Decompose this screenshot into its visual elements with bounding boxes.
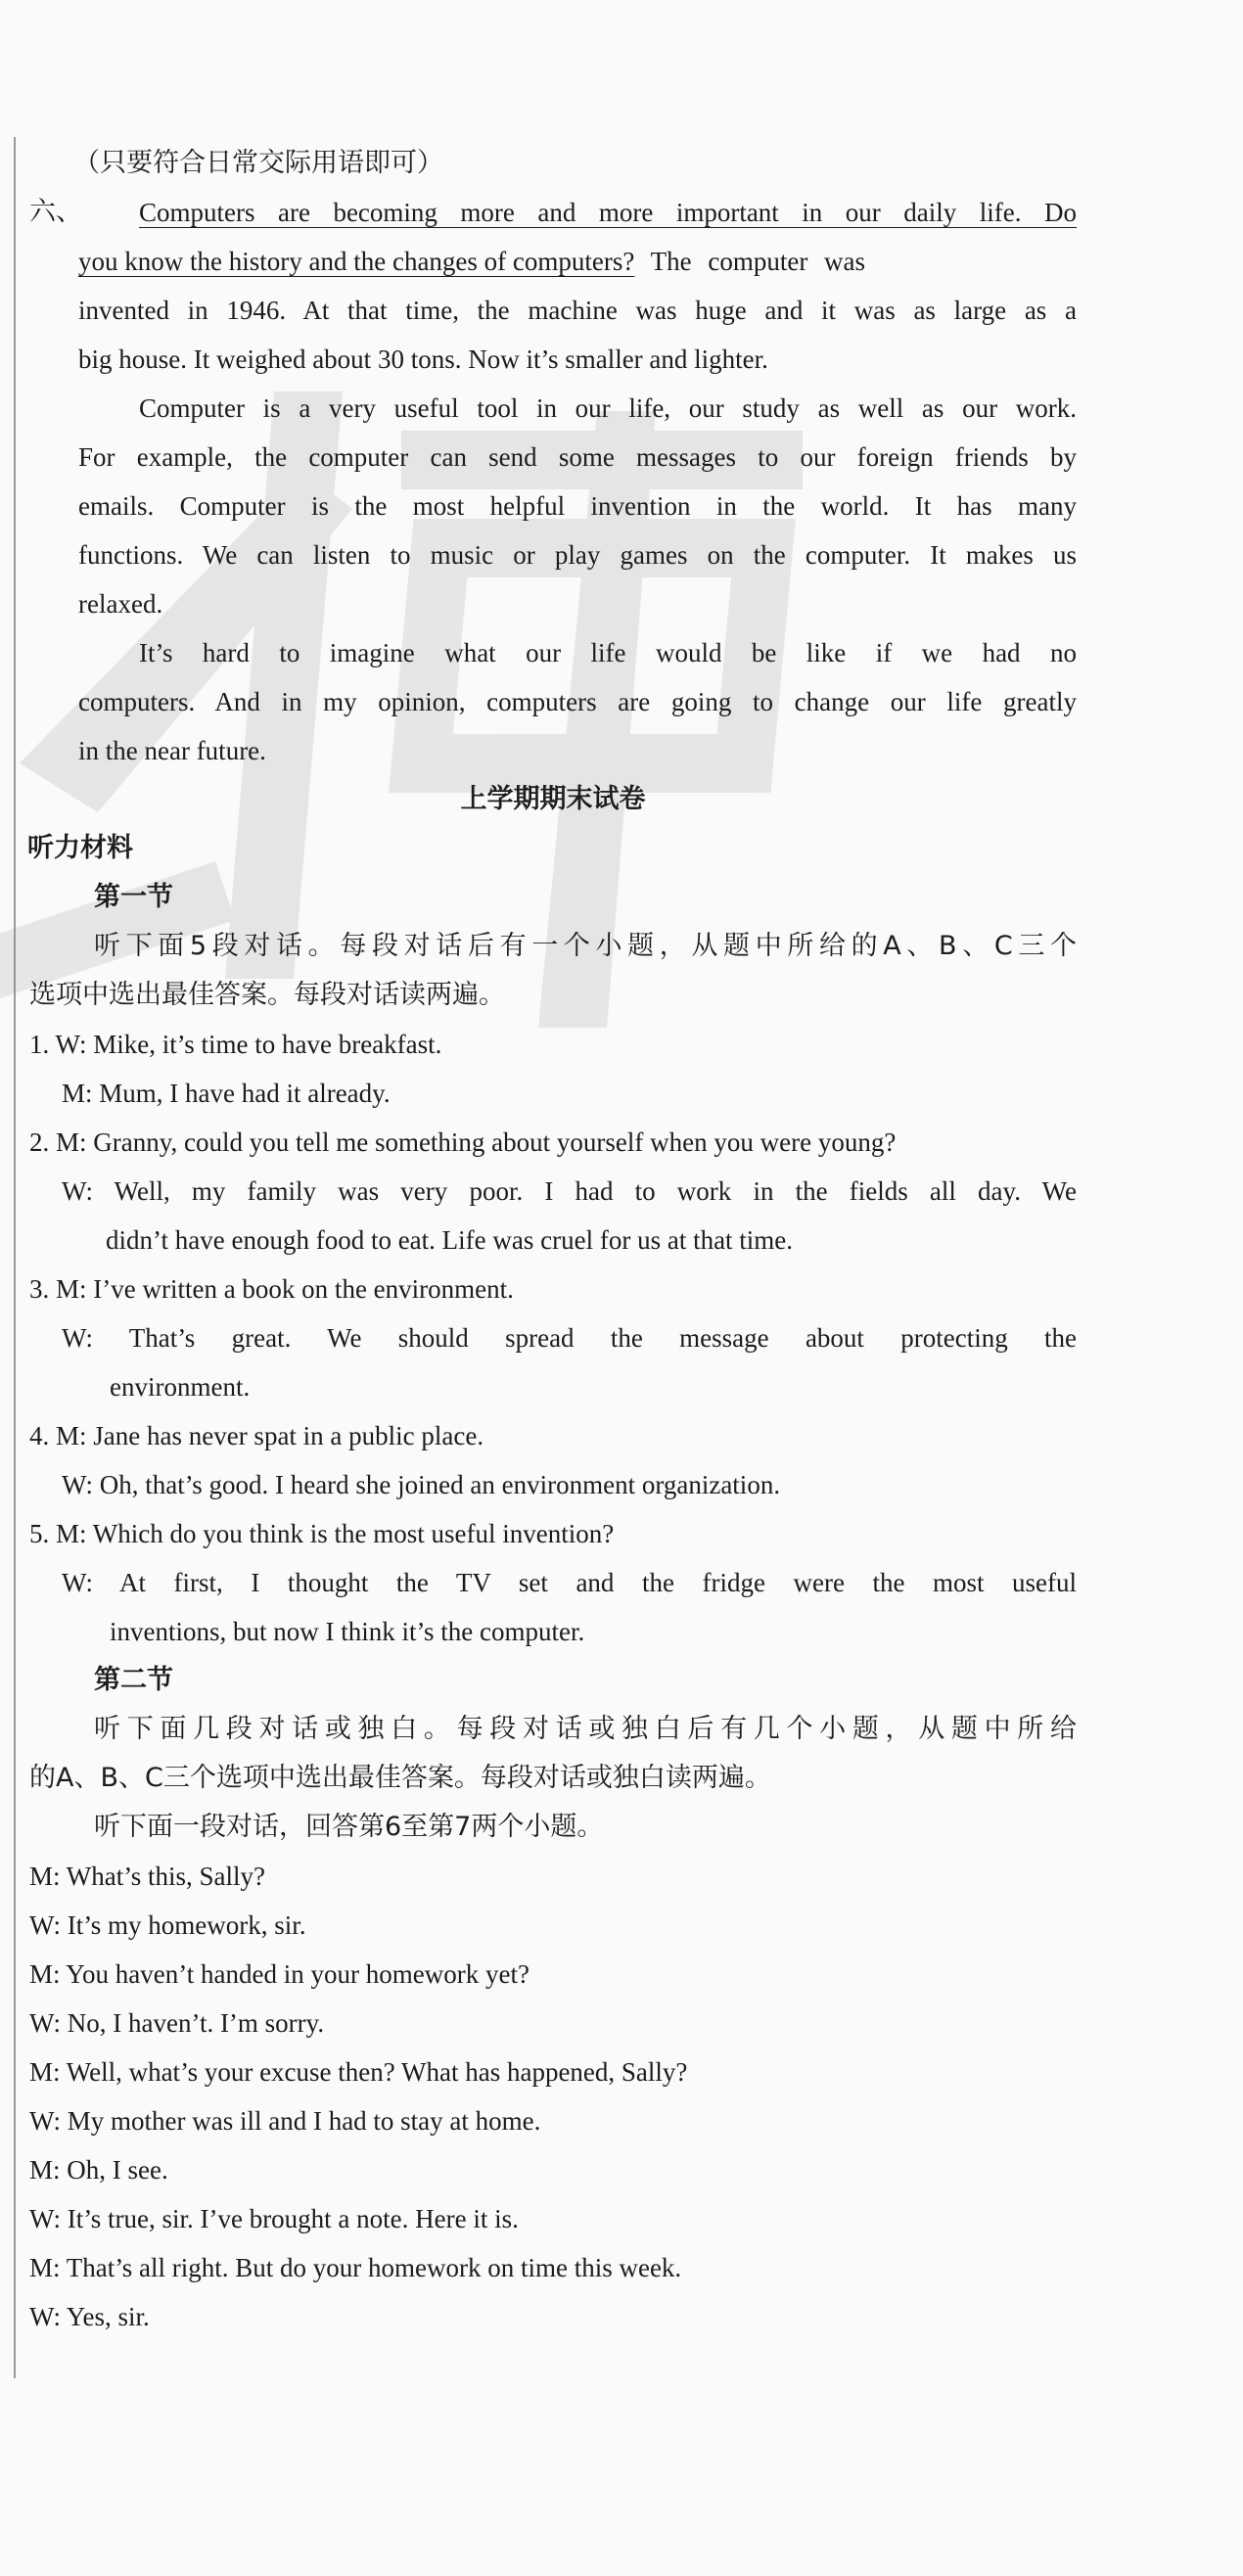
p1-line-2: 2. M: Granny, could you tell me something about yourself when you were young? [29,1127,897,1157]
part1-title: 第一节 [94,882,173,912]
s6-line-3: big house. It weighed about 30 tons. Now it’s smaller and lighter. [78,345,768,374]
s6-line-9: It’s hard to imagine what our life would be like if we had no [139,638,1077,667]
s6-line-8: relaxed. [78,589,163,619]
section-six [29,188,1077,775]
s6-line-1b: The computer was [634,247,866,276]
p1-line-7: environment. [110,1372,251,1402]
p2-line-2: M: You haven’t handed in your homework yet? [29,1959,529,1989]
part2-instr-1: 的A、B、C三个选项中选出最佳答案。每段对话或独白读两遍。 [29,1763,771,1793]
section-six-label: 六、 [29,197,82,227]
part1-instr-1: 选项中选出最佳答案。每段对话读两遍。 [29,980,505,1010]
s6-line-7: functions. We can listen to music or play games on the computer. It makes us [78,540,1077,570]
s6-line-10: computers. And in my opinion, computers are going to change our life greatly [78,687,1077,716]
s6-line-11: in the near future. [78,736,266,765]
p2-line-3: W: No, I haven’t. I’m sorry. [29,2008,325,2038]
p2-line-6: M: Oh, I see. [29,2155,168,2185]
s6-line-0: Computers are becoming more and more important in our daily life. Do [139,198,1077,227]
p1-line-6: W: That’s great. We should spread the message about protecting the [62,1323,1077,1353]
document-content [29,139,1077,2341]
p2-line-4: M: Well, what’s your excuse then? What has happened, Sally? [29,2057,688,2087]
p2-line-5: W: My mother was ill and I had to stay at home. [29,2106,541,2136]
p1-line-12: inventions, but now I think it’s the computer. [110,1617,585,1646]
p2-line-0: M: What’s this, Sally? [29,1862,265,1891]
s6-line-4: Computer is a very useful tool in our life, our study as well as our work. [139,393,1077,423]
s6-line-1a: you know the history and the changes of computers? [78,247,635,276]
part2-instr-0: 听下面几段对话或独白。每段对话或独白后有几个小题，从题中所给 [94,1714,1077,1744]
p1-line-0: 1. W: Mike, it’s time to have breakfast. [29,1030,442,1059]
s6-line-5: For example, the computer can send some messages to our foreign friends by [78,442,1077,472]
exam-title: 上学期期末试卷 [460,784,646,814]
s6-line-2: invented in 1946. At that time, the machine was huge and it was as large as a [78,296,1077,325]
part1-instr-0: 听下面5段对话。每段对话后有一个小题，从题中所给的A、B、C三个 [94,931,1077,961]
p1-line-9: W: Oh, that’s good. I heard she joined an environment organization. [62,1470,781,1499]
s6-line-6: emails. Computer is the most helpful invention in the world. It has many [78,491,1077,521]
part2-title: 第二节 [94,1665,173,1695]
p1-line-10: 5. M: Which do you think is the most useful invention? [29,1519,615,1548]
p2-line-7: W: It’s true, sir. I’ve brought a note. Here it is. [29,2204,519,2233]
p1-line-1: M: Mum, I have had it already. [62,1079,391,1108]
page-margin-line [14,137,16,2378]
p2-line-9: W: Yes, sir. [29,2302,150,2331]
p1-line-3: W: Well, my family was very poor. I had to work in the fields all day. We [62,1176,1077,1206]
listening-title: 听力材料 [27,833,133,863]
p2-line-1: W: It’s my homework, sir. [29,1910,306,1940]
p1-line-5: 3. M: I’ve written a book on the environment. [29,1274,514,1304]
part2-sub-instr: 听下面一段对话，回答第6至第7两个小题。 [94,1812,604,1842]
p1-line-4: didn’t have enough food to eat. Life was cruel for us at that time. [106,1225,794,1255]
p1-line-11: W: At first, I thought the TV set and the fridge were the most useful [62,1568,1077,1597]
p1-line-8: 4. M: Jane has never spat in a public place. [29,1421,484,1450]
top-note: （只要符合日常交际用语即可） [73,148,443,178]
p2-line-8: M: That’s all right. But do your homework on time this week. [29,2253,682,2282]
